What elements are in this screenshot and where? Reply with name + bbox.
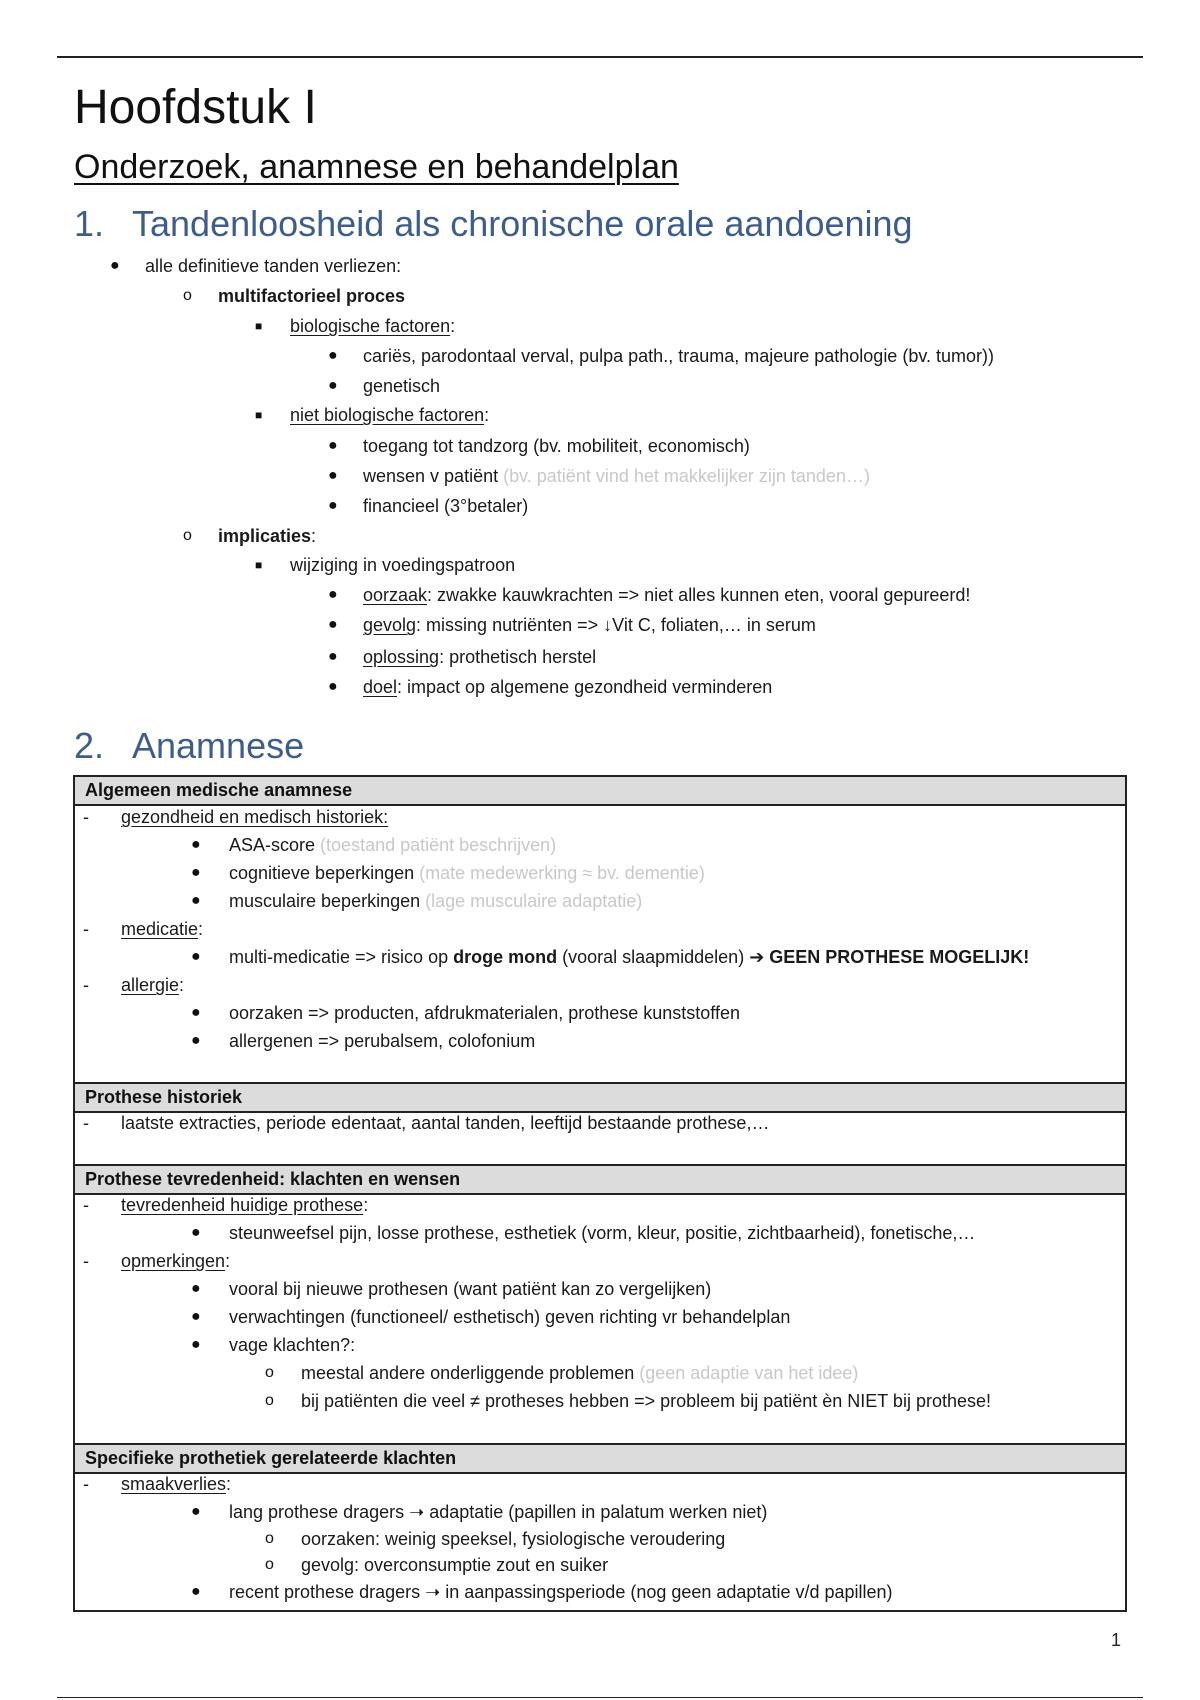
table-section-header: Specifieke prothetiek gerelateerde klachten — [75, 1443, 1125, 1474]
list-item: wensen v patiënt (bv. patiënt vind het makkelijker zijn tanden…) — [363, 466, 870, 486]
bullet-dot: ● — [328, 377, 338, 394]
list-item: steunweefsel pijn, losse prothese, esthetiek (vorm, kleur, positie, zichtbaarheid), fonetische,… — [229, 1223, 976, 1243]
list-item: cariës, parodontaal verval, pulpa path., trauma, majeure pathologie (bv. tumor)) — [363, 346, 994, 366]
list-item: medicatie: — [121, 919, 204, 939]
bullet-dot: ● — [191, 1308, 201, 1325]
list-item: vooral bij nieuwe prothesen (want patiënt kan zo vergelijken) — [229, 1279, 712, 1299]
list-item: gezondheid en medisch historiek: — [121, 807, 389, 827]
list-item: oorzaken: weinig speeksel, fysiologische veroudering — [301, 1529, 726, 1549]
bullet-dot: ● — [191, 948, 201, 965]
bullet-dot: ● — [191, 1004, 201, 1021]
list-item: opmerkingen: — [121, 1251, 231, 1271]
list-item: niet biologische factoren: — [290, 405, 490, 425]
bullet-dot: ● — [328, 586, 338, 603]
list-item: oplossing: prothetisch herstel — [363, 647, 597, 667]
list-item: multi-medicatie => risico op droge mond (vooral slaapmiddelen) ➔ GEEN PROTHESE MOGELIJK! — [229, 947, 1030, 967]
list-item: biologische factoren: — [290, 316, 456, 336]
list-item: allergenen => perubalsem, colofonium — [229, 1031, 536, 1051]
bullet-circle: o — [265, 1364, 274, 1381]
bullet-circle: o — [183, 287, 192, 304]
section-heading-1 — [74, 202, 913, 246]
dash-marker: - — [83, 975, 89, 995]
bullet-dot: ● — [110, 257, 120, 274]
table-section-header: Prothese historiek — [75, 1082, 1125, 1113]
header-rule — [57, 56, 1143, 58]
list-item: laatste extracties, periode edentaat, aantal tanden, leeftijd bestaande prothese,… — [121, 1113, 770, 1133]
table-section-header: Prothese tevredenheid: klachten en wensen — [75, 1164, 1125, 1195]
dash-marker: - — [83, 1113, 89, 1133]
list-item: allergie: — [121, 975, 185, 995]
list-item: verwachtingen (functioneel/ esthetisch) geven richting vr behandelplan — [229, 1307, 791, 1327]
page-subtitle: Onderzoek, anamnese en behandelplan — [74, 148, 679, 186]
bullet-dot: ● — [191, 1583, 201, 1600]
list-item: smaakverlies: — [121, 1474, 232, 1494]
bullet-circle: o — [265, 1392, 274, 1409]
list-item: gevolg: missing nutriënten => ↓Vit C, foliaten,… in serum — [363, 615, 816, 635]
bullet-circle: o — [183, 527, 192, 544]
dash-marker: - — [83, 1474, 89, 1494]
dash-marker: - — [83, 919, 89, 939]
list-item: oorzaak: zwakke kauwkrachten => niet alles kunnen eten, vooral gepureerd! — [363, 585, 971, 605]
list-item: musculaire beperkingen (lage musculaire adaptatie) — [229, 891, 643, 911]
bullet-square: ■ — [255, 558, 263, 572]
bullet-dot: ● — [328, 497, 338, 514]
bullet-dot: ● — [328, 347, 338, 364]
section-title: Tandenloosheid als chronische orale aandoening — [132, 203, 913, 244]
bullet-dot: ● — [328, 467, 338, 484]
section-number: 2. — [74, 725, 105, 766]
page-number: 1 — [1111, 1630, 1122, 1650]
bullet-dot: ● — [191, 864, 201, 881]
footer-rule — [57, 1697, 1143, 1698]
list-item: gevolg: overconsumptie zout en suiker — [301, 1555, 609, 1575]
bullet-dot: ● — [328, 437, 338, 454]
list-item: financieel (3°betaler) — [363, 496, 529, 516]
list-item: bij patiënten die veel ≠ protheses hebben => probleem bij patiënt èn NIET bij prothese! — [301, 1391, 991, 1411]
list-item: genetisch — [363, 376, 441, 396]
page-title: Hoofdstuk I — [74, 81, 317, 134]
bullet-square: ■ — [255, 319, 263, 333]
dash-marker: - — [83, 807, 89, 827]
list-item: vage klachten?: — [229, 1335, 356, 1355]
list-item: toegang tot tandzorg (bv. mobiliteit, economisch) — [363, 436, 750, 456]
dash-marker: - — [83, 1251, 89, 1271]
list-item: tevredenheid huidige prothese: — [121, 1195, 369, 1215]
anamnese-table — [73, 775, 1127, 1612]
list-item: multifactorieel proces — [218, 286, 406, 306]
bullet-dot: ● — [191, 1280, 201, 1297]
dash-marker: - — [83, 1195, 89, 1215]
bullet-dot: ● — [191, 836, 201, 853]
list-item: lang prothese dragers ➝ adaptatie (papillen in palatum werken niet) — [229, 1502, 768, 1522]
bullet-dot: ● — [191, 1336, 201, 1353]
bullet-dot: ● — [328, 648, 338, 665]
list-item: oorzaken => producten, afdrukmaterialen, prothese kunststoffen — [229, 1003, 740, 1023]
bullet-dot: ● — [328, 678, 338, 695]
bullet-dot: ● — [191, 1503, 201, 1520]
list-item: implicaties: — [218, 526, 317, 546]
bullet-dot: ● — [328, 616, 338, 633]
section-title: Anamnese — [132, 725, 305, 766]
bullet-circle: o — [265, 1530, 274, 1547]
list-item: wijziging in voedingspatroon — [290, 555, 516, 575]
list-item: cognitieve beperkingen (mate medewerking ≈ bv. dementie) — [229, 863, 705, 883]
bullet-dot: ● — [191, 892, 201, 909]
bullet-dot: ● — [191, 1032, 201, 1049]
list-item: meestal andere onderliggende problemen (geen adaptie van het idee) — [301, 1363, 859, 1383]
bullet-circle: o — [265, 1556, 274, 1573]
bullet-square: ■ — [255, 408, 263, 422]
list-item: recent prothese dragers ➝ in aanpassingsperiode (nog geen adaptatie v/d papillen) — [229, 1582, 893, 1602]
table-section-header: Algemeen medische anamnese — [75, 777, 1125, 806]
list-item: doel: impact op algemene gezondheid verminderen — [363, 677, 773, 697]
list-item: ASA-score (toestand patiënt beschrijven) — [229, 835, 557, 855]
section-number: 1. — [74, 203, 105, 244]
bullet-dot: ● — [191, 1224, 201, 1241]
section-heading-2 — [74, 724, 304, 768]
list-item: alle definitieve tanden verliezen: — [145, 256, 402, 276]
